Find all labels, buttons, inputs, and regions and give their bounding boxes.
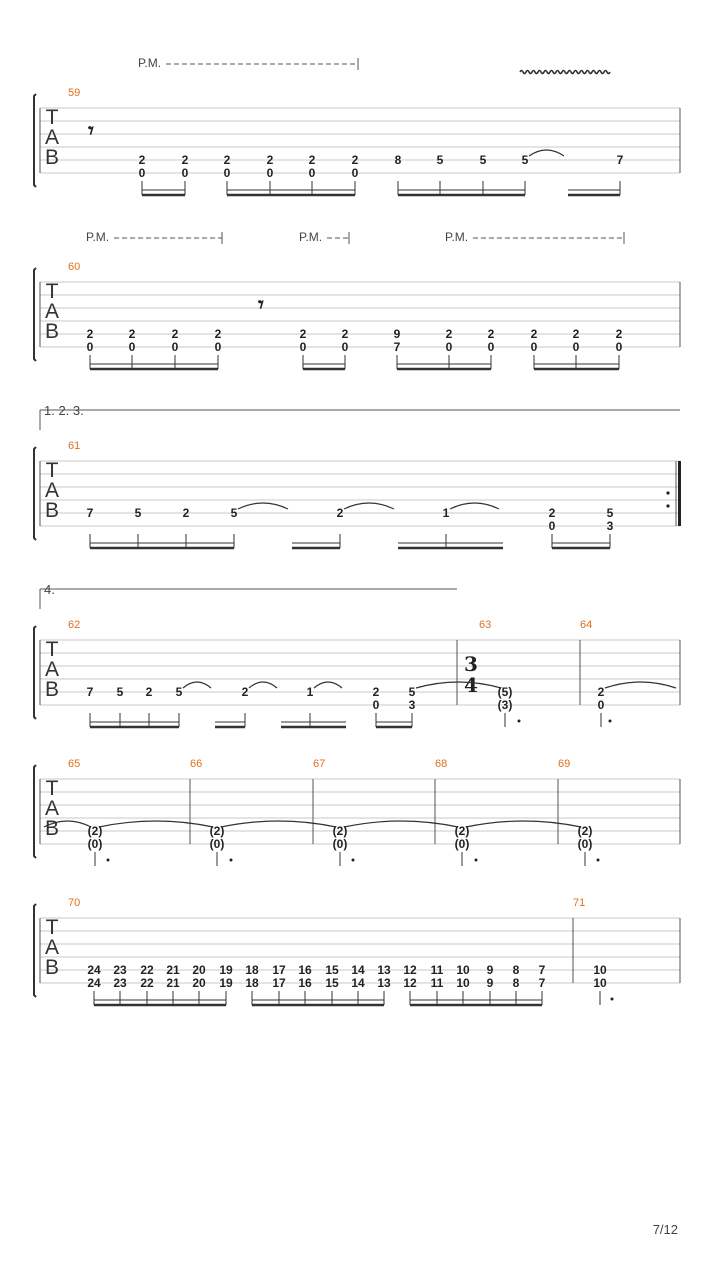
fret-number: 24 [87,976,101,990]
volta-label: 4. [44,582,55,597]
fret-number: 0 [351,166,359,180]
fret-number: 5 [116,685,124,699]
fret-number: 2 [299,327,307,341]
fret-number: 0 [572,340,580,354]
fret-number: 10 [593,976,607,990]
fret-number: 0 [548,519,556,533]
fret-number: 2 [223,153,231,167]
tie-arc [221,821,336,827]
fret-number: 0 [530,340,538,354]
fret-number: 12 [403,963,417,977]
tab-clef-letter: B [44,146,60,169]
measure-number: 69 [558,758,571,770]
fret-number: 2 [145,685,153,699]
fret-number: 7 [86,506,94,520]
fret-number: (2) [87,824,103,838]
tie-arc [450,503,499,509]
dotted-note-dot [518,720,521,723]
palm-mute-label: P.M. [138,56,162,70]
fret-number: 17 [272,963,286,977]
tab-clef-letter: A [44,300,60,323]
tab-clef-letter: B [44,678,60,701]
fret-number: 5 [436,153,444,167]
fret-number: 0 [615,340,623,354]
fret-number: 0 [487,340,495,354]
fret-number: 0 [138,166,146,180]
fret-number: 5 [479,153,487,167]
fret-number: 0 [597,698,605,712]
tab-clef-letter: A [44,479,60,502]
fret-number: 14 [351,963,365,977]
fret-number: 2 [241,685,249,699]
measure-number: 62 [68,619,81,631]
dotted-note-dot [609,720,612,723]
fret-number: 24 [87,963,101,977]
fret-number: 0 [181,166,189,180]
fret-number: 11 [430,976,444,990]
tab-clef-letter: T [45,916,59,939]
palm-mute-label: P.M. [86,230,110,244]
fret-number: 2 [372,685,380,699]
tie-arc [344,821,458,827]
fret-number: 5 [175,685,183,699]
fret-number: 0 [223,166,231,180]
system-bracket [34,268,36,361]
fret-number: 2 [445,327,453,341]
tab-clef-letter: A [44,936,60,959]
fret-number: 2 [341,327,349,341]
tab-clef-letter: B [44,817,60,840]
fret-number: 5 [134,506,142,520]
eighth-rest: 𝄾 [258,292,264,318]
system-bracket [34,626,36,719]
fret-number: 14 [351,976,365,990]
fret-number: 10 [593,963,607,977]
fret-number: (2) [209,824,225,838]
measure-number: 61 [68,440,81,452]
fret-number: 2 [336,506,344,520]
fret-number: 0 [372,698,380,712]
tab-clef-letter: A [44,797,60,820]
tie-arc [183,682,211,688]
fret-number: 9 [486,976,494,990]
fret-number: 8 [394,153,402,167]
fret-number: 15 [325,976,339,990]
fret-number: (0) [87,837,103,851]
fret-number: 10 [456,963,470,977]
tab-clef-letter: B [44,499,60,522]
system-bracket [34,447,36,540]
fret-number: 3 [606,519,614,533]
tab-clef-letter: T [45,777,59,800]
fret-number: 2 [181,153,189,167]
fret-number: 0 [299,340,307,354]
fret-number: 0 [308,166,316,180]
fret-number: 8 [512,976,520,990]
fret-number: 7 [616,153,624,167]
fret-number: 5 [521,153,529,167]
fret-number: 23 [113,963,127,977]
dotted-note-dot [597,859,600,862]
fret-number: (0) [577,837,593,851]
fret-number: 15 [325,963,339,977]
fret-number: 0 [266,166,274,180]
palm-mute-label: P.M. [299,230,323,244]
fret-number: 2 [597,685,605,699]
measure-number: 63 [479,619,492,631]
tie-arc [249,682,277,688]
fret-number: (0) [209,837,225,851]
measure-number: 60 [68,261,81,273]
fret-number: (0) [454,837,470,851]
fret-number: (2) [332,824,348,838]
system-bracket [34,765,36,858]
fret-number: (0) [332,837,348,851]
palm-mute-label: P.M. [445,230,469,244]
fret-number: 2 [308,153,316,167]
fret-number: 21 [166,963,180,977]
fret-number: 2 [351,153,359,167]
measure-number: 67 [313,758,326,770]
dotted-note-dot [611,998,614,1001]
measure-number: 71 [573,897,586,909]
time-signature-bottom: 4 [464,673,478,697]
fret-number: 1 [306,685,314,699]
fret-number: 23 [113,976,127,990]
fret-number: 2 [171,327,179,341]
fret-number: 20 [192,976,206,990]
fret-number: 11 [430,963,444,977]
vibrato-mark [520,71,610,74]
fret-number: (2) [577,824,593,838]
fret-number: (5) [497,685,513,699]
fret-number: 1 [442,506,450,520]
fret-number: 19 [219,976,233,990]
tie-arc [416,682,501,688]
fret-number: 18 [245,976,259,990]
fret-number: 7 [393,340,401,354]
tie-arc [99,821,213,827]
tab-clef-letter: T [45,638,59,661]
fret-number: 5 [230,506,238,520]
system-bracket [34,904,36,997]
page-number: 7/12 [652,1222,678,1237]
fret-number: 13 [377,976,391,990]
measure-number: 65 [68,758,81,770]
fret-number: 8 [512,963,520,977]
tie-arc [605,682,676,688]
fret-number: 0 [214,340,222,354]
fret-number: 13 [377,963,391,977]
fret-number: 7 [86,685,94,699]
tab-clef-letter: A [44,658,60,681]
fret-number: 22 [140,976,154,990]
fret-number: 2 [138,153,146,167]
fret-number: 2 [128,327,136,341]
repeat-dot [666,504,669,507]
fret-number: 16 [298,963,312,977]
dotted-note-dot [475,859,478,862]
tab-clef-letter: T [45,280,59,303]
measure-number: 70 [68,897,81,909]
fret-number: 0 [171,340,179,354]
tab-clef-letter: A [44,126,60,149]
fret-number: 5 [606,506,614,520]
fret-number: 0 [86,340,94,354]
fret-number: 2 [86,327,94,341]
measure-number: 66 [190,758,203,770]
time-signature-top: 3 [464,652,478,676]
fret-number: (3) [497,698,513,712]
fret-number: 5 [408,685,416,699]
measure-number: 68 [435,758,448,770]
fret-number: 0 [445,340,453,354]
fret-number: 19 [219,963,233,977]
fret-number: 20 [192,963,206,977]
fret-number: 2 [530,327,538,341]
repeat-dot [666,491,669,494]
fret-number: 12 [403,976,417,990]
measure-number: 64 [580,619,593,631]
fret-number: 2 [615,327,623,341]
fret-number: 2 [182,506,190,520]
fret-number: 2 [548,506,556,520]
tie-arc [466,821,581,827]
tie-arc [344,503,394,509]
dotted-note-dot [107,859,110,862]
fret-number: 0 [341,340,349,354]
fret-number: 18 [245,963,259,977]
tie-arc [314,682,342,688]
fret-number: 16 [298,976,312,990]
fret-number: 2 [572,327,580,341]
fret-number: 9 [486,963,494,977]
system-bracket [34,94,36,187]
dotted-note-dot [352,859,355,862]
repeat-bar-thick [678,461,681,526]
fret-number: 22 [140,963,154,977]
fret-number: 10 [456,976,470,990]
fret-number: 3 [408,698,416,712]
tie-arc [529,150,564,156]
volta-label: 1. 2. 3. [44,403,84,418]
tab-clef-letter: T [45,459,59,482]
eighth-rest: 𝄾 [88,118,94,144]
fret-number: 2 [487,327,495,341]
dotted-note-dot [230,859,233,862]
fret-number: 7 [538,963,546,977]
tab-clef-letter: T [45,106,59,129]
tab-clef-letter: B [44,956,60,979]
tab-clef-letter: B [44,320,60,343]
fret-number: 17 [272,976,286,990]
fret-number: 7 [538,976,546,990]
tie-arc [238,503,288,509]
fret-number: 0 [128,340,136,354]
fret-number: 9 [393,327,401,341]
fret-number: (2) [454,824,470,838]
measure-number: 59 [68,87,81,99]
fret-number: 21 [166,976,180,990]
fret-number: 2 [266,153,274,167]
fret-number: 2 [214,327,222,341]
